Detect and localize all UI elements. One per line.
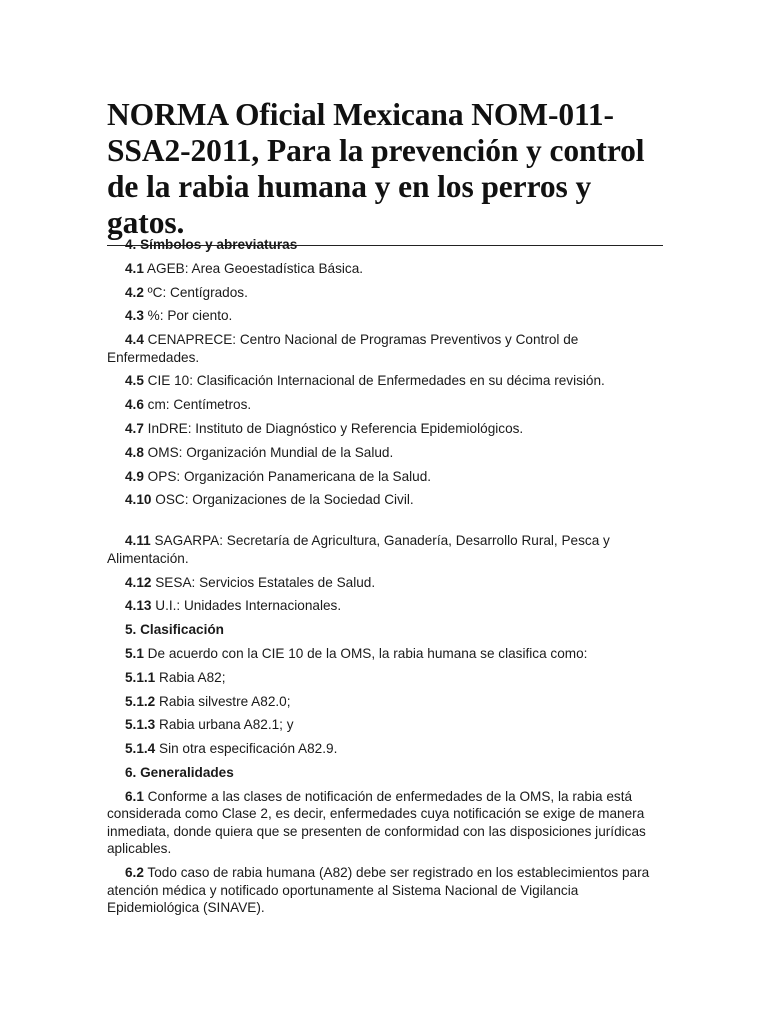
paragraph-number: 6.2 [125, 865, 144, 881]
document-body [107, 236, 667, 923]
paragraph-text: Rabia A82; [155, 669, 226, 685]
paragraph-number: 4.2 [125, 284, 144, 300]
paragraph-text: Sin otra especificación A82.9. [155, 741, 338, 757]
numbered-paragraph [107, 645, 667, 663]
numbered-paragraph [107, 716, 667, 734]
paragraph-number: 4.8 [125, 444, 144, 460]
paragraph-spacer [107, 515, 667, 532]
numbered-paragraph [107, 597, 667, 615]
paragraph-number: 5.1.2 [125, 693, 156, 709]
paragraph-text: OMS: Organización Mundial de la Salud. [143, 444, 394, 460]
paragraph-text: Rabia urbana A82.1; y [155, 717, 294, 733]
numbered-paragraph [107, 468, 667, 486]
numbered-paragraph [107, 574, 667, 592]
numbered-paragraph [107, 420, 667, 438]
paragraph-text: AGEB: Area Geoestadística Básica. [143, 260, 364, 276]
section-heading [107, 236, 667, 254]
section-heading [107, 764, 667, 782]
paragraph-number: 4.9 [125, 468, 144, 484]
paragraph-text: ºC: Centígrados. [143, 284, 248, 300]
paragraph-number: 5.1 [125, 645, 144, 661]
numbered-paragraph [107, 669, 667, 687]
numbered-paragraph [107, 788, 667, 858]
numbered-paragraph [107, 284, 667, 302]
paragraph-number: 5.1.4 [125, 741, 156, 757]
numbered-paragraph [107, 864, 667, 917]
paragraph-number: 4.12 [125, 574, 152, 590]
paragraph-number: 4.3 [125, 308, 144, 324]
paragraph-number: 4.5 [125, 373, 144, 389]
document-title: NORMA Oficial Mexicana NOM-011-SSA2-2011, Para la prevención y control de la rabia humana y en los perros y gatos. [107, 97, 645, 240]
paragraph-text: SAGARPA: Secretaría de Agricultura, Ganadería, Desarrollo Rural, Pesca y Alimentación. [107, 533, 610, 566]
paragraph-number: 4.6 [125, 397, 144, 413]
paragraph-number: 4.13 [125, 598, 152, 614]
paragraph-text: Todo caso de rabia humana (A82) debe ser registrado en los establecimientos para atención médica y notificado oportunamente al Sistema Nacional de Vigilancia Epidemiológica (SINAVE). [107, 865, 650, 916]
paragraph-number: 4.7 [125, 421, 144, 437]
numbered-paragraph [107, 372, 667, 390]
numbered-paragraph [107, 693, 667, 711]
paragraph-text: De acuerdo con la CIE 10 de la OMS, la rabia humana se clasifica como: [143, 645, 588, 661]
paragraph-number: 4.11 [125, 533, 151, 549]
paragraph-number: 4. Símbolos y abreviaturas [125, 237, 298, 252]
paragraph-text: Conforme a las clases de notificación de enfermedades de la OMS, la rabia está considerada como Clase 2, es decir, enfermedades cuya notificación se exige de manera inmediata, donde quiera que se presenten de conformidad con las disposiciones jurídicas aplicables. [107, 788, 646, 857]
paragraph-number: 5.1.1 [125, 669, 156, 685]
paragraph-number: 6.1 [125, 788, 144, 804]
paragraph-text: CENAPRECE: Centro Nacional de Programas Preventivos y Control de Enfermedades. [107, 332, 579, 365]
numbered-paragraph [107, 396, 667, 414]
paragraph-number: 5. Clasificación [125, 622, 224, 638]
paragraph-number: 4.4 [125, 332, 144, 348]
numbered-paragraph [107, 491, 667, 509]
paragraph-number: 6. Generalidades [125, 764, 234, 780]
paragraph-text: OPS: Organización Panamericana de la Salud. [143, 468, 432, 484]
paragraph-text: %: Por ciento. [143, 308, 233, 324]
section-heading [107, 621, 667, 639]
paragraph-text: OSC: Organizaciones de la Sociedad Civil. [151, 492, 414, 508]
paragraph-text: CIE 10: Clasificación Internacional de Enfermedades en su décima revisión. [143, 373, 605, 389]
numbered-paragraph [107, 260, 667, 278]
numbered-paragraph [107, 532, 667, 567]
paragraph-number: 4.10 [125, 492, 152, 508]
paragraph-text: SESA: Servicios Estatales de Salud. [151, 574, 376, 590]
numbered-paragraph [107, 740, 667, 758]
numbered-paragraph [107, 444, 667, 462]
paragraph-text: cm: Centímetros. [143, 397, 252, 413]
numbered-paragraph [107, 331, 667, 366]
paragraph-text: InDRE: Instituto de Diagnóstico y Referencia Epidemiológicos. [143, 421, 524, 437]
title-block [107, 97, 663, 246]
numbered-paragraph [107, 307, 667, 325]
paragraph-text: U.I.: Unidades Internacionales. [151, 598, 342, 614]
paragraph-number: 5.1.3 [125, 717, 156, 733]
paragraph-text: Rabia silvestre A82.0; [155, 693, 291, 709]
paragraph-number: 4.1 [125, 260, 144, 276]
